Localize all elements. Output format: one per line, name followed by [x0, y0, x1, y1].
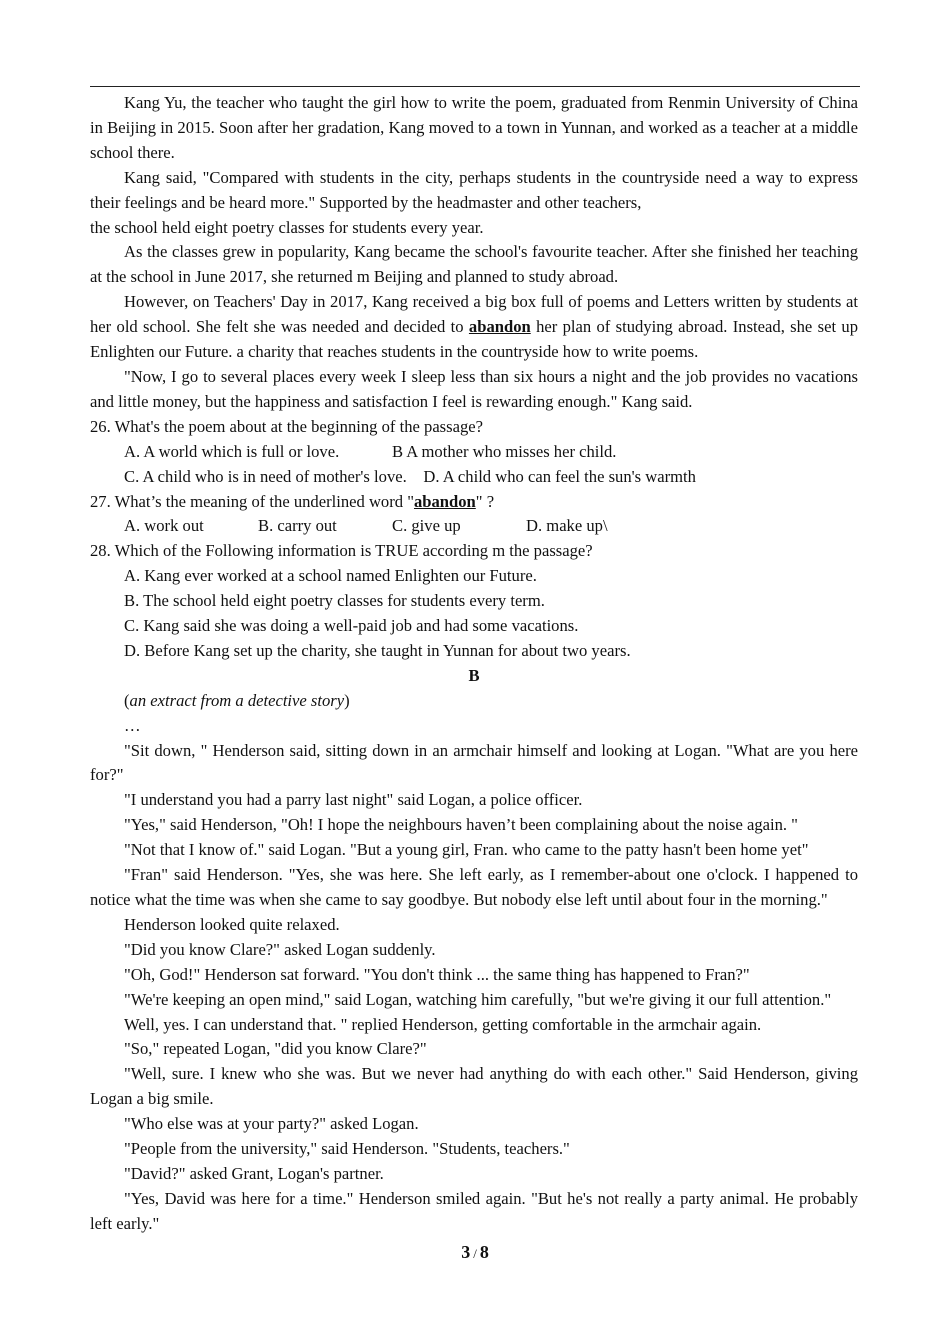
passage-b-line: "Did you know Clare?" asked Logan suddenly. [124, 939, 436, 959]
question-26-option-d: D. A child who can feel the sun's warmth [423, 466, 696, 486]
question-27-options [90, 514, 858, 539]
question-27-underlined-word: abandon [413, 491, 476, 511]
passage-b-line: "Well, sure. I knew who she was. But we never had anything do with each other." Said Henderson, giving Logan a big smile. [90, 1064, 858, 1109]
current-page: 3 [461, 1242, 471, 1262]
question-26-option-b: B A mother who misses her child. [392, 441, 617, 461]
passage-a-paragraph-5: "Now, I go to several places every week I sleep less than six hours a night and the job provides no vacations and little money, but the happiness and satisfaction I feel is rewarding enough." Kang said. [90, 366, 858, 411]
total-pages: 8 [479, 1242, 489, 1262]
question-27-option-b: B. carry out [258, 516, 337, 536]
question-27-stem-after: " ? [475, 491, 495, 511]
question-28-option-c: C. Kang said she was doing a well-paid job and had some vacations. [124, 616, 579, 636]
passage-b-line: "Who else was at your party?" asked Logan. [124, 1114, 419, 1134]
passage-a-paragraph-2-continued: the school held eight poetry classes for students every year. [90, 217, 484, 237]
question-27-option-c: C. give up [392, 516, 461, 536]
underlined-word: abandon [468, 317, 531, 337]
passage-b-line: "So," repeated Logan, "did you know Clare?" [124, 1039, 427, 1059]
question-28-stem: 28. Which of the Following information is TRUE according m the passage? [90, 541, 593, 561]
question-26-stem: 26. What's the poem about at the beginning of the passage? [90, 416, 483, 436]
paragraph-4-text-before: However, on Teachers' Day in 2017, Kang received a big box full of poems and Letters written by students at her old school. She felt she was needed and decided to [90, 292, 858, 337]
question-27-stem [90, 490, 858, 515]
page-separator: / [473, 1246, 477, 1261]
source-open-paren: ( [124, 690, 130, 710]
passage-b-line: "Not that I know of." said Logan. "But a young girl, Fran. who came to the patty hasn't been home yet" [124, 840, 809, 860]
passage-b-line: "David?" asked Grant, Logan's partner. [124, 1163, 384, 1183]
passage-b-ellipsis: … [124, 715, 141, 735]
passage-b-line: "I understand you had a parry last night" said Logan, a police officer. [124, 790, 583, 810]
passage-b-line: "Fran" said Henderson. "Yes, she was here. She left early, as I remember-about one o'clock. I happened to notice what the time was when she came to say goodbye. But nobody else left until about four in the morning." [90, 865, 858, 909]
passage-b-source [90, 689, 858, 714]
section-b-heading: B [468, 665, 480, 685]
passage-b-line: "People from the university," said Henderson. "Students, teachers." [124, 1139, 570, 1159]
passage-a-paragraph-3: As the classes grew in popularity, Kang became the school's favourite teacher. After she finished her teaching at the school in June 2017, she returned m Beijing and planned to study abroad. [90, 242, 858, 287]
passage-b-line: "Yes, David was here for a time." Henderson smiled again. "But he's not really a party animal. He probably left early." [90, 1188, 858, 1233]
question-27-option-d: D. make up\ [526, 516, 608, 536]
page-number [0, 1242, 950, 1263]
passage-a-paragraph-4 [90, 290, 858, 365]
question-26-option-a: A. A world which is full or love. [124, 441, 340, 461]
question-27-stem-before: 27. What’s the meaning of the underlined word " [90, 491, 414, 511]
question-27-option-a: A. work out [124, 516, 204, 536]
question-26-option-c: C. A child who is in need of mother's love. [124, 466, 407, 486]
question-28-option-d: D. Before Kang set up the charity, she taught in Yunnan for about two years. [124, 640, 631, 660]
passage-b-line: "Sit down, " Henderson said, sitting down in an armchair himself and looking at Logan. "What are you here for?" [90, 740, 858, 785]
passage-b-line: "Oh, God!" Henderson sat forward. "You don't think ... the same thing has happened to Fran?" [124, 964, 750, 984]
question-26-options-row-2 [90, 465, 858, 490]
question-28-option-a: A. Kang ever worked at a school named Enlighten our Future. [124, 566, 537, 586]
source-close-paren: ) [344, 690, 350, 710]
header-rule [90, 86, 860, 87]
passage-b-line: "We're keeping an open mind," said Logan, watching him carefully, "but we're giving it our full attention." [124, 989, 832, 1009]
question-26-options-row-1 [90, 440, 858, 465]
question-28-option-b: B. The school held eight poetry classes for students every term. [124, 591, 545, 611]
page-content [90, 91, 858, 1237]
passage-a-paragraph-2: Kang said, "Compared with students in the city, perhaps students in the countryside need a way to express their feelings and be heard more." Supported by the headmaster and other teachers, [90, 167, 858, 212]
passage-b-line: Henderson looked quite relaxed. [124, 914, 340, 934]
passage-a-paragraph-1: Kang Yu, the teacher who taught the girl how to write the poem, graduated from Renmin University of China in Beijing in 2015. Soon after her gradation, Kang moved to a town in Yunnan, and worked as a teacher at a middle school there. [90, 93, 858, 162]
paragraph-4-text-after: her plan of studying abroad. Instead, she set up Enlighten our Future. a charity that reaches students in the countryside how to write poems. [90, 317, 858, 362]
passage-b-line: "Yes," said Henderson, "Oh! I hope the neighbours haven’t been complaining about the noise again. " [124, 815, 798, 835]
passage-b-line: Well, yes. I can understand that. " replied Henderson, getting comfortable in the armchair again. [124, 1014, 762, 1034]
source-text: an extract from a detective story [129, 690, 345, 710]
